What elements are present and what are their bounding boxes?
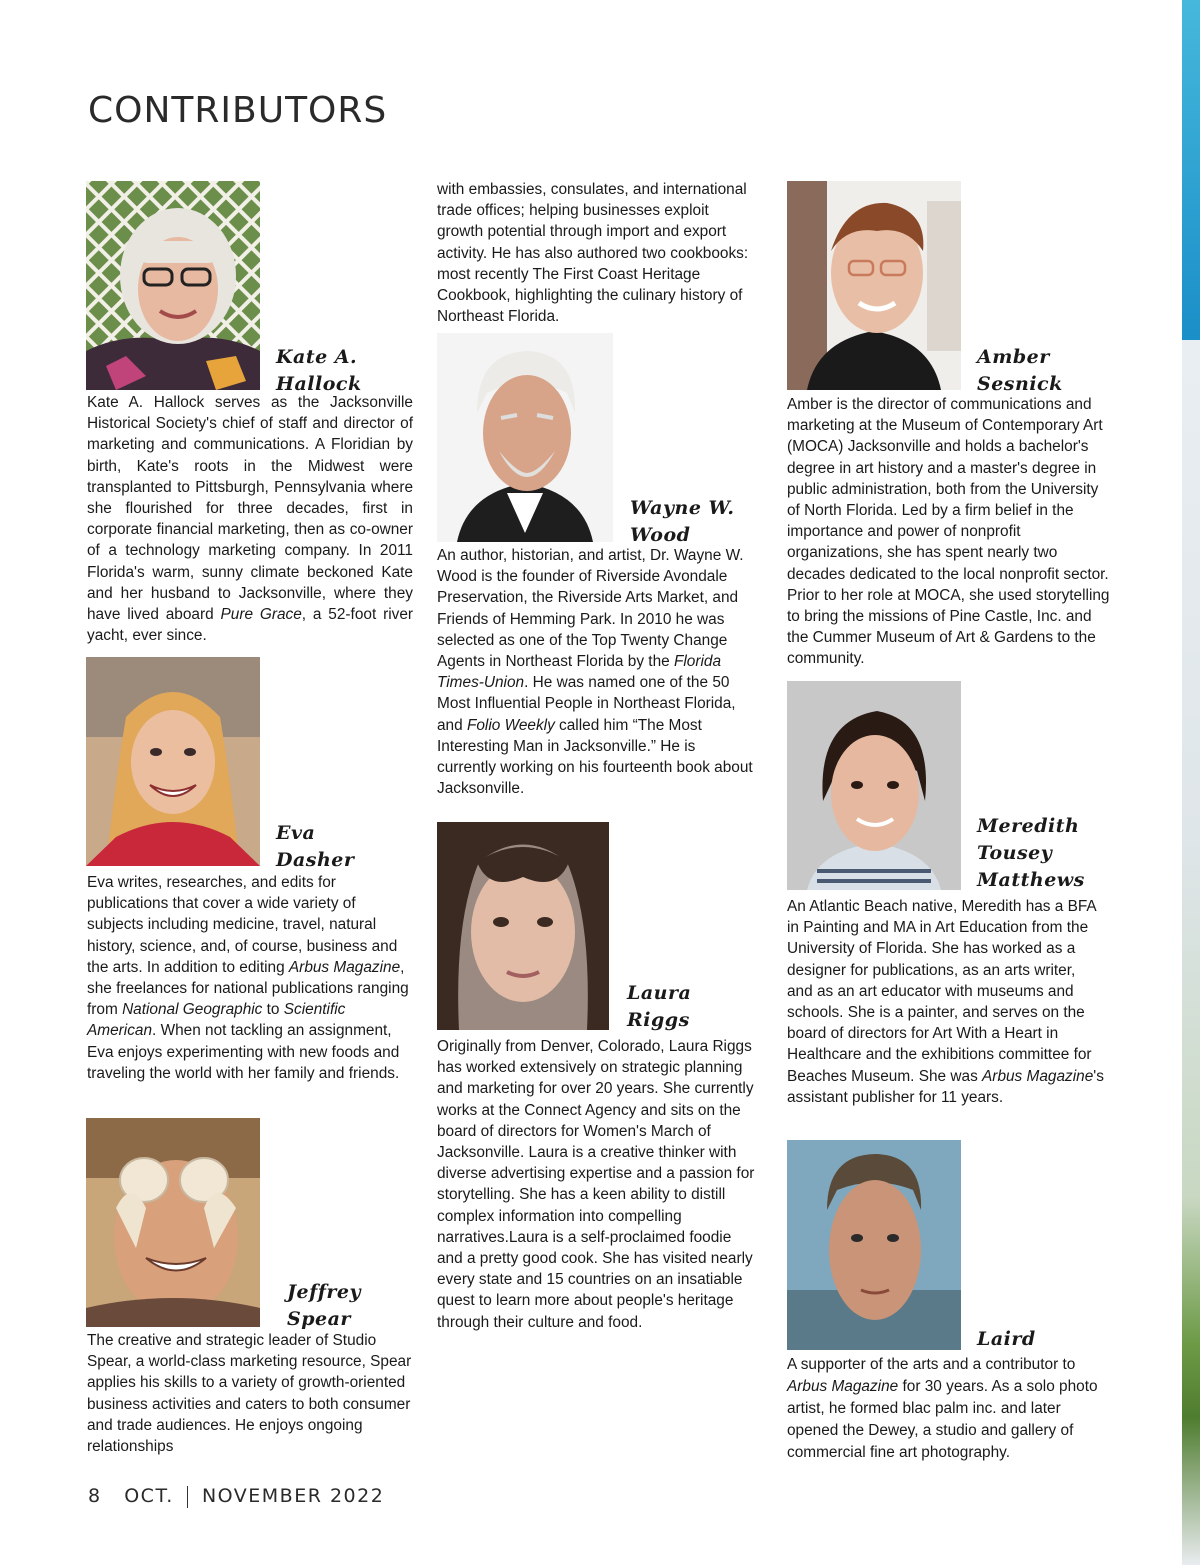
- bio-amber-sesnick: Amber is the director of communications and marketing at the Museum of Contemporary Art (MOCA) Jacksonville and holds a bachelor's degree in art history and a master's degree in public administration, both from the University of North Florida. Led by a firm belief in the importance and power of nonprofit organizations, she has spent nearly two decades dedicated to the local nonprofit sector. Prior to her role at MOCA, she used storytelling to bring the missions of Pine Castle, Inc. and the Cummer Museum of Art & Gardens to the community.: [787, 396, 1110, 668]
- bio-wayne-wood: An author, historian, and artist, Dr. Wayne W. Wood is the founder of Riverside Avondale Preservation, the Riverside Arts Market, and Friends of Hemming Park. In 2010 he was selected as one of the Top Twenty Change Agents in Northeast Florida by the Florida Times-Union. He was named one of the 50 Most Influential People in Northeast Florida, and Folio Weekly called him “The Most Interesting Man in Jacksonville.” He is currently working on his fourteenth book about Jacksonville.: [437, 547, 753, 798]
- photo-kate-hallock: [86, 181, 260, 390]
- photo-jeffrey-spear: [86, 1118, 260, 1327]
- bio-jeffrey-spear: The creative and strategic leader of Studio Spear, a world-class marketing resource, Spear applies his skills to a variety of growth-oriented business activities and caters to both consumer and trade audiences. He enjoys ongoing relationships: [87, 1332, 412, 1456]
- name-jeffrey-spear: Jeffrey Spear: [287, 1281, 362, 1330]
- photo-laird: [787, 1140, 961, 1350]
- name-laura-riggs: Laura Riggs: [627, 982, 692, 1031]
- page-footer: [88, 1485, 384, 1508]
- bio-eva-dasher: Eva writes, researches, and edits for publications that cover a wide variety of subjects including medicine, travel, natural history, science, and, of course, business and the arts. In addition to editing Arbus Magazine, she freelances for national publications ranging from National Geographic to Scientific American. When not tackling an assignment, Eva enjoys experimenting with new foods and traveling the world with her family and friends.: [87, 874, 409, 1082]
- name-amber-sesnick: Amber Sesnick: [977, 346, 1063, 395]
- name-laird: Laird: [977, 1328, 1036, 1350]
- name-eva-dasher: Eva Dasher: [276, 822, 355, 871]
- bio-jeffrey-spear-continued: with embassies, consulates, and international trade offices; helping businesses exploit growth potential through import and export activity. He has also authored two cookbooks: most recently The First Coast Heritage Cookbook, highlighting the culinary history of Northeast Florida.: [437, 181, 749, 326]
- name-kate-hallock: Kate A. Hallock: [276, 346, 362, 395]
- page-number: 8: [88, 1485, 102, 1507]
- issue-month-a: OCT.: [124, 1485, 174, 1507]
- name-meredith-tousey-matthews: Meredith Tousey Matthews: [977, 815, 1085, 891]
- photo-laura-riggs: [437, 822, 609, 1030]
- photo-amber-sesnick: [787, 181, 961, 390]
- photo-meredith-tousey-matthews: [787, 681, 961, 890]
- name-wayne-wood: Wayne W. Wood: [630, 497, 735, 546]
- footer-separator: [187, 1486, 188, 1508]
- photo-eva-dasher: [86, 657, 260, 866]
- photo-wayne-wood: [437, 333, 613, 542]
- bio-laura-riggs: Originally from Denver, Colorado, Laura Riggs has worked extensively on strategic planning and marketing for over 20 years. She currently works at the Connect Agency and sits on the board of directors for Women's March of Jacksonville. Laura is a creative thinker with diverse advertising expertise and a passion for storytelling. She has a keen ability to distill complex information into compelling narratives.Laura is a self-proclaimed foodie and a pretty good cook. She has visited nearly every state and 15 countries on an insatiable quest to learn more about people's heritage through their culture and food.: [437, 1038, 755, 1331]
- bio-meredith-tousey-matthews: An Atlantic Beach native, Meredith has a BFA in Painting and MA in Art Education from the University of Florida. She has worked as a designer for publications, as an arts writer, and as an art educator with museums and schools. She is a painter, and serves on the board of directors for Art With a Heart in Healthcare and the exhibitions committee for Beaches Museum. She was Arbus Magazine's assistant publisher for 11 years.: [787, 898, 1104, 1106]
- bio-laird: A supporter of the arts and a contributor to Arbus Magazine for 30 years. As a solo photo artist, he formed blac palm inc. and later opened the Dewey, a studio and gallery of commercial fine art photography.: [787, 1356, 1098, 1461]
- page-title: CONTRIBUTORS: [88, 90, 388, 131]
- bio-kate-hallock: Kate A. Hallock serves as the Jacksonville Historical Society's chief of staff and director of marketing and communications. A Floridian by birth, Kate's roots in the Midwest were transplanted to Pittsburgh, Pennsylvania where she flourished for three decades, first in corporate financial marketing, then as co-owner of a technology marketing company. In 2011 Florida's warm, sunny climate beckoned Kate and her husband to Jacksonville, where they have lived aboard Pure Grace, a 52-foot river yacht, ever since.: [87, 394, 413, 645]
- page-edge-accent: [1182, 0, 1200, 340]
- issue-month-b: NOVEMBER 2022: [201, 1485, 385, 1507]
- page-edge-image-strip: [1182, 340, 1200, 1565]
